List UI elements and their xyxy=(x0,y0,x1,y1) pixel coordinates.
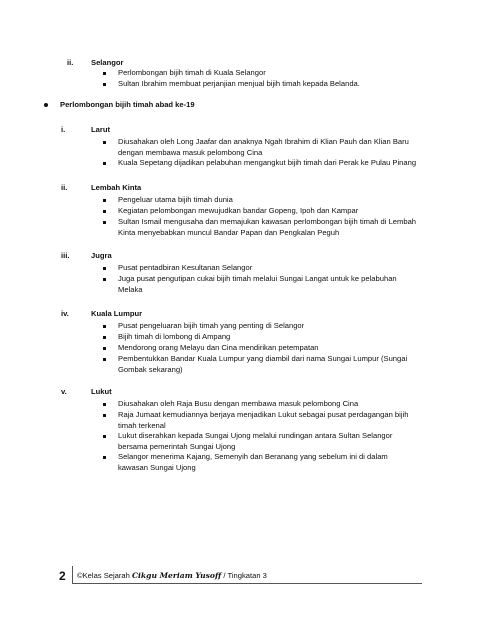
item-line: Raja Jumaat kemudiannya berjaya menjadikan Lukut sebagai pusat perdagangan bijih xyxy=(118,410,409,419)
item-line: Pengeluar utama bijih timah dunia xyxy=(118,195,233,204)
item-line: Sultan Ismail mengusaha dan memajukan kawasan perlombongan bijih timah di Lembah xyxy=(118,217,417,226)
item-line: Diusahakan oleh Long Jaafar dan anaknya Ngah Ibrahim di Klian Pauh dan Klian Baru xyxy=(118,137,409,146)
item-line: timah terkenal xyxy=(118,421,166,430)
item-line: Mendorong orang Melayu dan Cina mendirikan petempatan xyxy=(118,343,319,352)
bullet-square xyxy=(103,199,106,202)
item-title: Jugra xyxy=(91,251,112,260)
bullet-square xyxy=(103,435,106,438)
item-title: Lembah Kinta xyxy=(91,183,142,192)
footer-credit xyxy=(77,571,267,581)
bullet-square xyxy=(103,83,106,86)
item-title: Larut xyxy=(91,125,110,134)
bullet-square xyxy=(103,358,106,361)
item-line: Melaka xyxy=(118,285,143,294)
section-heading: Perlombongan bijih timah abad ke-19 xyxy=(60,100,195,109)
footer-prefix: ©Kelas Sejarah xyxy=(77,571,132,580)
item-number: i. xyxy=(61,125,66,134)
item-line: Kegiatan pelombongan mewujudkan bandar Gopeng, Ipoh dan Kampar xyxy=(118,206,359,215)
intro-point: Sultan Ibrahim membuat perjanjian menjual bijih timah kepada Belanda. xyxy=(118,79,360,88)
bullet-square xyxy=(103,456,106,459)
item-line: Bijih timah di lombong di Ampang xyxy=(118,332,231,341)
item-number: iv. xyxy=(61,309,69,318)
bullet-square xyxy=(103,403,106,406)
item-line: Juga pusat pengutipan cukai bijih timah melalui Sungai Langat untuk ke pelabuhan xyxy=(118,274,397,283)
item-line: Pembentukkan Bandar Kuala Lumpur yang diambil dari nama Sungai Lumpur (Sungai xyxy=(118,354,408,363)
bullet-square xyxy=(103,278,106,281)
footer-divider-vertical xyxy=(72,566,73,584)
bullet-square xyxy=(103,141,106,144)
item-line: Lukut diserahkan kepada Sungai Ujong melalui rundingan antara Sultan Selangor xyxy=(118,431,393,440)
intro-title: Selangor xyxy=(91,58,124,67)
item-number: iii. xyxy=(61,251,70,260)
bullet-square xyxy=(103,325,106,328)
item-line: dengan membawa masuk pelombong Cina xyxy=(118,148,263,157)
item-title: Kuala Lumpur xyxy=(91,309,143,318)
item-title: Lukut xyxy=(91,387,112,396)
bullet-dot xyxy=(44,103,48,107)
bullet-square xyxy=(103,336,106,339)
bullet-square xyxy=(103,72,106,75)
bullet-square xyxy=(103,414,106,417)
bullet-square xyxy=(103,221,106,224)
item-number: v. xyxy=(61,387,67,396)
item-line: Pusat pengeluaran bijih timah yang penting di Selangor xyxy=(118,321,305,330)
item-number: ii. xyxy=(61,183,68,192)
item-line: Kinta menyebabkan muncul Bandar Papan dan Pengkalan Peguh xyxy=(118,228,340,237)
bullet-square xyxy=(103,267,106,270)
intro-point: Perlombongan bijih timah di Kuala Selangor xyxy=(118,68,266,77)
bullet-square xyxy=(103,162,106,165)
footer-suffix: / Tingkatan 3 xyxy=(221,571,267,580)
page-number: 2 xyxy=(59,569,66,583)
item-line: Gombak sekarang) xyxy=(118,365,183,374)
item-line: bersama pemerintah Sungai Ujong xyxy=(118,442,236,451)
item-line: Diusahakan oleh Raja Busu dengan membawa masuk pelombong Cina xyxy=(118,399,359,408)
item-line: kawasan Sungai Ujong xyxy=(118,463,196,472)
bullet-square xyxy=(103,347,106,350)
footer-author: Cikgu Meriam Yusoff xyxy=(131,571,222,580)
item-line: Kuala Sepetang dijadikan pelabuhan mengangkut bijih timah dari Perak ke Pulau Pinang xyxy=(118,158,417,167)
intro-number: ii. xyxy=(67,58,74,67)
bullet-square xyxy=(103,210,106,213)
item-line: Pusat pentadbiran Kesultanan Selangor xyxy=(118,263,253,272)
footer-divider-horizontal xyxy=(72,583,422,584)
item-line: Selangor menerima Kajang, Semenyih dan Beranang yang sebelum ini di dalam xyxy=(118,452,388,461)
